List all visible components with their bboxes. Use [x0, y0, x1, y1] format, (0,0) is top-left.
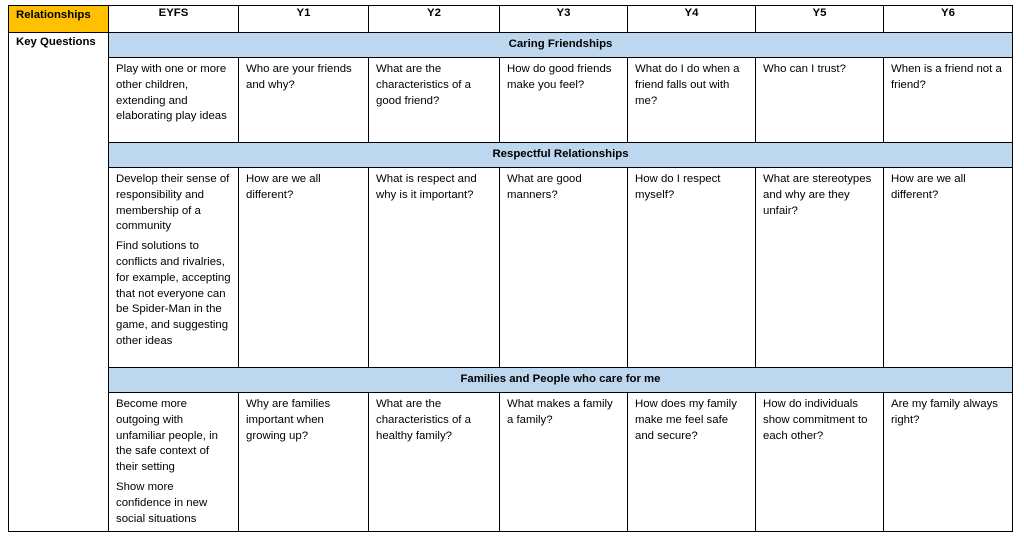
section-title: Families and People who care for me: [109, 368, 1013, 393]
question-cell: [628, 58, 756, 143]
question-cell: [239, 393, 369, 532]
eyfs-cell: [109, 393, 239, 532]
question-cell: [239, 168, 369, 368]
column-header-eyfs: EYFS: [109, 6, 239, 33]
question-text: How are we all different?: [891, 173, 966, 201]
table-title: Relationships: [9, 6, 109, 33]
question-cell: [500, 168, 628, 368]
column-header-y5: Y5: [756, 6, 884, 33]
relationships-table: [8, 5, 1013, 532]
question-cell: [369, 168, 500, 368]
section-header-row: [9, 33, 1013, 58]
question-cell: [756, 393, 884, 532]
question-text: How do I respect myself?: [635, 173, 721, 201]
question-cell: [628, 393, 756, 532]
header-row: [9, 6, 1013, 33]
eyfs-text: Find solutions to conflicts and rivalries, for example, accepting that not everyone can be Spider-Man in the game, and suggesting other ideas: [116, 240, 231, 347]
question-text: What do I do when a friend falls out with me?: [635, 63, 740, 107]
question-cell: [884, 58, 1013, 143]
question-cell: [884, 393, 1013, 532]
question-cell: [369, 58, 500, 143]
question-cell: [756, 58, 884, 143]
key-questions-label: Key Questions: [9, 33, 109, 532]
question-cell: [628, 168, 756, 368]
eyfs-text: Show more confidence in new social situations: [116, 480, 208, 525]
question-text: What are the characteristics of a good friend?: [376, 63, 471, 107]
eyfs-text: Become more outgoing with unfamiliar people, in the safe context of their setting: [116, 398, 218, 474]
question-text: How are we all different?: [246, 173, 321, 201]
question-cell: [756, 168, 884, 368]
column-header-y3: Y3: [500, 6, 628, 33]
eyfs-cell: [109, 58, 239, 143]
question-cell: [500, 393, 628, 532]
section-title: Caring Friendships: [109, 33, 1013, 58]
question-text: Who can I trust?: [763, 63, 846, 75]
question-text: Why are families important when growing up?: [246, 398, 331, 442]
question-text: How does my family make me feel safe and secure?: [635, 398, 737, 442]
question-text: How do good friends make you feel?: [507, 63, 612, 91]
question-text: What is respect and why is it important?: [376, 173, 477, 201]
question-text: How do individuals show commitment to each other?: [763, 398, 868, 442]
question-cell: [500, 58, 628, 143]
question-text: Are my family always right?: [891, 398, 998, 426]
question-cell: [239, 58, 369, 143]
table-row: [9, 168, 1013, 368]
column-header-y4: Y4: [628, 6, 756, 33]
question-text: When is a friend not a friend?: [891, 63, 1002, 91]
question-text: What are stereotypes and why are they unfair?: [763, 173, 872, 217]
question-text: Who are your friends and why?: [246, 63, 352, 91]
question-text: What are good manners?: [507, 173, 582, 201]
section-header-row: [9, 368, 1013, 393]
question-cell: [369, 393, 500, 532]
question-text: What makes a family a family?: [507, 398, 613, 426]
table-row: [9, 393, 1013, 532]
section-header-row: [9, 143, 1013, 168]
column-header-y6: Y6: [884, 6, 1013, 33]
eyfs-text: Develop their sense of responsibility and membership of a community: [116, 173, 230, 233]
column-header-y1: Y1: [239, 6, 369, 33]
column-header-y2: Y2: [369, 6, 500, 33]
section-title: Respectful Relationships: [109, 143, 1013, 168]
table-row: [9, 58, 1013, 143]
eyfs-cell: [109, 168, 239, 368]
eyfs-text: Play with one or more other children, extending and elaborating play ideas: [116, 63, 227, 123]
question-text: What are the characteristics of a healthy family?: [376, 398, 471, 442]
question-cell: [884, 168, 1013, 368]
